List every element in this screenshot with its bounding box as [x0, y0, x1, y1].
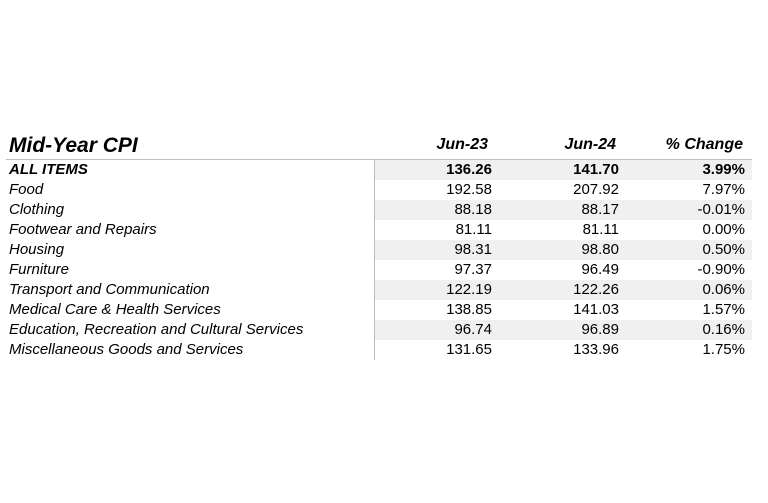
value-change: 0.16% — [626, 320, 752, 340]
row-label: Medical Care & Health Services — [9, 301, 221, 318]
row-label: Housing — [9, 241, 65, 258]
value-jun24: 88.17 — [499, 200, 626, 220]
value-jun23: 96.74 — [374, 320, 499, 340]
table-row — [6, 340, 752, 360]
table-row — [6, 180, 752, 200]
row-label: Food — [9, 181, 44, 198]
value-jun23: 88.18 — [374, 200, 499, 220]
table-row — [6, 200, 752, 220]
value-jun24: 141.03 — [573, 301, 619, 318]
value-change: 1.75% — [702, 341, 745, 358]
row-label: Education, Recreation and Cultural Services — [9, 321, 304, 338]
row-label: Clothing — [9, 201, 65, 218]
value-change: 0.50% — [626, 240, 752, 260]
value-jun24: 122.26 — [499, 280, 626, 300]
column-header-jun24: Jun-24 — [564, 136, 616, 153]
value-change: -0.90% — [697, 261, 745, 278]
value-jun24: 141.70 — [499, 160, 626, 180]
row-label: Miscellaneous Goods and Services — [9, 341, 244, 358]
row-label: ALL ITEMS — [9, 161, 88, 178]
column-header-change: % Change — [665, 136, 743, 153]
value-jun24: 207.92 — [573, 181, 619, 198]
value-jun23: 192.58 — [374, 180, 499, 200]
value-jun23: 98.31 — [374, 240, 499, 260]
value-jun23: 122.19 — [374, 280, 499, 300]
value-jun24: 81.11 — [582, 221, 619, 238]
value-change: 3.99% — [626, 160, 752, 180]
value-jun24: 96.89 — [499, 320, 626, 340]
table-header — [6, 133, 752, 160]
column-header-jun23: Jun-23 — [436, 136, 488, 153]
row-label: Furniture — [9, 261, 70, 278]
value-jun23: 81.11 — [374, 220, 499, 240]
table-row-all-items — [6, 160, 752, 180]
value-change: 7.97% — [702, 181, 745, 198]
value-jun23: 138.85 — [374, 300, 499, 320]
value-jun23: 131.65 — [374, 340, 499, 360]
table-row — [6, 320, 752, 340]
row-label: Transport and Communication — [9, 281, 210, 298]
value-jun24: 98.80 — [499, 240, 626, 260]
table-row — [6, 260, 752, 280]
value-jun24: 96.49 — [581, 261, 619, 278]
row-label: Footwear and Repairs — [9, 221, 157, 238]
value-jun24: 133.96 — [573, 341, 619, 358]
value-change: 1.57% — [702, 301, 745, 318]
value-change: 0.00% — [702, 221, 745, 238]
table-row — [6, 280, 752, 300]
value-change: 0.06% — [626, 280, 752, 300]
value-jun23: 97.37 — [374, 260, 499, 280]
table-row — [6, 300, 752, 320]
table-row — [6, 240, 752, 260]
cpi-table — [6, 133, 752, 360]
table-row — [6, 220, 752, 240]
value-change: -0.01% — [626, 200, 752, 220]
table-title: Mid-Year CPI — [9, 134, 138, 157]
value-jun23: 136.26 — [374, 160, 499, 180]
